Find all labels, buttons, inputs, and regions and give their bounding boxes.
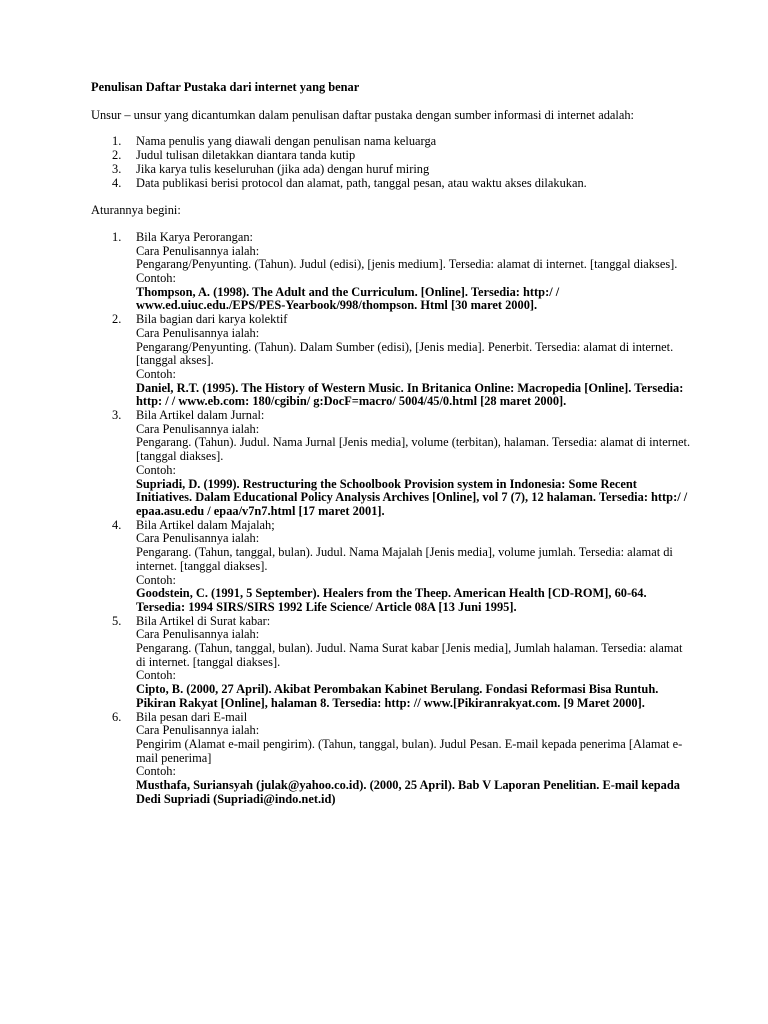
rule-heading: Bila Artikel di Surat kabar: — [136, 613, 271, 628]
aturan-label: Aturannya begini: — [91, 203, 181, 218]
list-item — [91, 135, 691, 149]
rule-number: 6. — [112, 709, 122, 724]
rule-format: Pengarang. (Tahun). Judul. Nama Jurnal [Jenis media], volume (terbitan), halaman. Tersedia: alamat di internet. [tanggal diakses]. — [136, 435, 691, 464]
document-page — [91, 81, 691, 806]
rule-number: 5. — [112, 613, 122, 628]
rule-example: Cipto, B. (2000, 27 April). Akibat Perombakan Kabinet Berulang. Fondasi Reformasi Bisa Runtuh. Pikiran Rakyat [Online], halaman 8. Tersedia: http: // www.[Pikiranrakyat.com. [9 Maret 2000]. — [136, 682, 659, 710]
list-number: 2. — [112, 148, 122, 163]
rule-cara-label: Cara Penulisannya ialah: — [136, 325, 260, 340]
rule-item — [91, 231, 691, 313]
rule-format: Pengarang. (Tahun, tanggal, bulan). Judul. Nama Majalah [Jenis media], volume jumlah. Tersedia: alamat di internet. [tanggal diakses]. — [136, 545, 673, 573]
list-number: 1. — [112, 134, 122, 149]
rule-example: Goodstein, C. (1991, 5 September). Healers from the Theep. American Health [CD-ROM], 60-64. Tersedia: 1994 SIRS/SIRS 1992 Life Science/ Article 08A [13 Juni 1995]. — [136, 586, 647, 614]
rule-contoh-label: Contoh: — [136, 271, 176, 286]
rule-example: Thompson, A. (1998). The Adult and the Curriculum. [Online]. Tersedia: http:/ / www.ed.uiuc.edu./EPS/PES-Yearbook/998/thompson. Html [30 maret 2000]. — [136, 284, 560, 313]
list-item-text: Judul tulisan diletakkan diantara tanda kutip — [136, 148, 356, 163]
list-number: 4. — [112, 175, 122, 190]
rule-contoh-label: Contoh: — [136, 668, 176, 683]
document-title: Penulisan Daftar Pustaka dari internet yang benar — [91, 80, 360, 94]
list-item-text: Nama penulis yang diawali dengan penulisan nama keluarga — [136, 134, 437, 149]
rule-heading: Bila bagian dari karya kolektif — [136, 312, 288, 327]
list-item — [91, 149, 691, 163]
rule-heading: Bila Artikel dalam Jurnal: — [136, 408, 265, 423]
rule-item — [91, 409, 691, 519]
rule-heading: Bila Karya Perorangan: — [136, 229, 253, 244]
rule-cara-label: Cara Penulisannya ialah: — [136, 421, 260, 436]
rule-number: 4. — [112, 517, 122, 532]
rules-list — [91, 231, 691, 807]
rule-format: Pengarang/Penyunting. (Tahun). Dalam Sumber (edisi), [Jenis media]. Penerbit. Tersedia: alamat di internet. [tanggal akses]. — [136, 339, 674, 368]
list-number: 3. — [112, 161, 122, 176]
list-item-text: Data publikasi berisi protocol dan alamat, path, tanggal pesan, atau waktu akses dilakukan. — [136, 175, 587, 190]
list-item — [91, 177, 691, 191]
rule-cara-label: Cara Penulisannya ialah: — [136, 243, 260, 258]
rule-example: Musthafa, Suriansyah (julak@yahoo.co.id). (2000, 25 April). Bab V Laporan Penelitian. E-mail kepada Dedi Supriadi (Supriadi@indo.net.id) — [136, 778, 680, 806]
rule-cara-label: Cara Penulisannya ialah: — [136, 531, 260, 546]
rule-example: Supriadi, D. (1999). Restructuring the Schoolbook Provision system in Indonesia: Some Recent Initiatives. Dalam Educational Policy Analysis Archives [Online], vol 7 (7), 12 halaman. Tersedia: http:/ / epaa.asu.edu / epaa/v7n7.html [17 maret 2001]. — [136, 476, 688, 518]
rule-heading: Bila pesan dari E-mail — [136, 709, 248, 724]
rule-example: Daniel, R.T. (1995). The History of Western Music. In Britanica Online: Macropedia [Online]. Tersedia: http: / / www.eb.com: 180/cgibin/ g:DocF=macro/ 5004/45/0.html [28 maret 2000]. — [136, 380, 684, 409]
rule-cara-label: Cara Penulisannya ialah: — [136, 627, 260, 642]
list-item — [91, 163, 691, 177]
rule-number: 2. — [112, 312, 122, 327]
rule-item — [91, 519, 691, 615]
rule-format: Pengirim (Alamat e-mail pengirim). (Tahun, tanggal, bulan). Judul Pesan. E-mail kepada penerima [Alamat e-mail penerima] — [136, 736, 683, 765]
rule-heading: Bila Artikel dalam Majalah; — [136, 517, 275, 532]
intro-paragraph: Unsur – unsur yang dicantumkan dalam penulisan daftar pustaka dengan sumber informasi di internet adalah: — [91, 107, 634, 122]
rule-contoh-label: Contoh: — [136, 764, 176, 779]
rule-item — [91, 615, 691, 711]
list-item-text: Jika karya tulis keseluruhan (jika ada) dengan huruf miring — [136, 161, 430, 176]
rule-number: 1. — [112, 229, 122, 244]
rule-contoh-label: Contoh: — [136, 572, 176, 587]
rule-item — [91, 711, 691, 807]
rule-contoh-label: Contoh: — [136, 366, 176, 381]
rule-format: Pengarang/Penyunting. (Tahun). Judul (edisi), [jenis medium]. Tersedia: alamat di internet. [tanggal diakses]. — [136, 257, 678, 272]
rule-contoh-label: Contoh: — [136, 462, 176, 477]
rule-number: 3. — [112, 408, 122, 423]
rule-item — [91, 313, 691, 409]
unsur-list — [91, 135, 691, 190]
rule-cara-label: Cara Penulisannya ialah: — [136, 723, 260, 738]
rule-format: Pengarang. (Tahun, tanggal, bulan). Judul. Nama Surat kabar [Jenis media], Jumlah halaman. Tersedia: alamat di internet. [tanggal diakses]. — [136, 641, 683, 669]
